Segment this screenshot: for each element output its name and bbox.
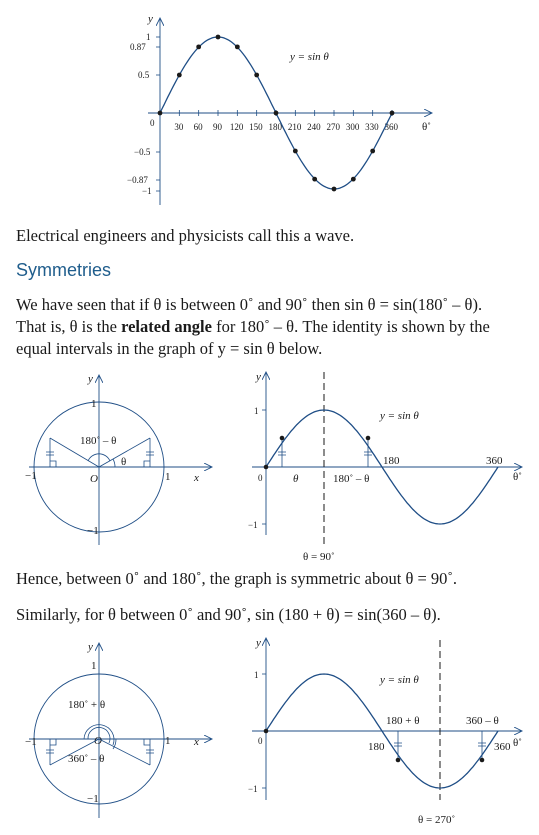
one-label: 1	[254, 406, 259, 416]
axis-end-label: θ˚	[513, 471, 522, 483]
one-x-label: 1	[165, 735, 171, 747]
data-point	[235, 44, 240, 49]
x-tick-label: 240	[307, 122, 321, 132]
x-tick-label: 360	[384, 122, 398, 132]
data-point	[293, 149, 298, 154]
symmetric-graph-270	[248, 637, 522, 826]
y-tick-label: 0.5	[138, 70, 150, 80]
x-tick-label: 210	[287, 122, 302, 132]
origin-label: O	[94, 735, 102, 747]
angle-label-2: 360˚ – θ	[68, 753, 105, 765]
x-label: x	[194, 736, 199, 748]
x-label: x	[194, 472, 199, 484]
y-tick-label: −0.5	[134, 147, 151, 157]
neg-one-label: −1	[248, 784, 258, 794]
tick-180: 180	[368, 741, 385, 753]
unit-circle-1	[25, 373, 212, 545]
symmetric-graph-90	[248, 371, 522, 563]
paragraph-line: We have seen that if θ is between 0˚ and 90˚ then sin θ = sin(180˚ – θ).	[16, 295, 483, 314]
tick-360: 360	[494, 741, 511, 753]
x-tick-label: 180	[268, 122, 282, 132]
x-tick-label: 120	[229, 122, 244, 132]
y-label: y	[256, 637, 261, 649]
data-point	[177, 73, 182, 78]
x-axis-label: θ˚	[422, 121, 431, 133]
paragraph-line	[16, 316, 490, 338]
similarly-paragraph: Similarly, for θ between 0˚ and 90˚, sin (180 + θ) = sin(360 – θ).	[16, 605, 441, 624]
data-point	[332, 187, 337, 192]
neg-one-x-label: −1	[25, 736, 37, 748]
data-point	[196, 44, 201, 49]
section-heading: Symmetries	[16, 260, 112, 280]
one-label: 1	[91, 398, 97, 410]
symmetry-paragraph: Hence, between 0˚ and 180˚, the graph is symmetric about θ = 90˚.	[16, 569, 458, 588]
y-tick-label: 0	[150, 118, 155, 128]
y-label: y	[88, 373, 93, 385]
y-label: y	[88, 641, 93, 653]
symmetry-line-label: θ = 270˚	[418, 814, 456, 826]
y-ticks	[127, 32, 160, 196]
zero-label: 0	[258, 473, 263, 483]
x-tick-label: 300	[345, 122, 360, 132]
neg-one-label: −1	[87, 793, 99, 805]
symmetry-line-label: θ = 90˚	[303, 551, 335, 563]
x-tick-label: 90	[213, 122, 222, 132]
data-point	[370, 149, 375, 154]
text-span: That is, θ is the	[16, 317, 122, 336]
axis-end-label: θ˚	[513, 737, 522, 749]
data-point	[390, 111, 395, 116]
curve-equation: y = sin θ	[290, 51, 329, 63]
neg-one-label: −1	[248, 520, 258, 530]
y-tick-label: 1	[146, 32, 151, 42]
x-tick-label: 150	[249, 122, 263, 132]
data-point	[254, 73, 259, 78]
y-axis-label: y	[148, 13, 153, 25]
data-point	[312, 177, 317, 182]
main-sine-graph	[127, 13, 432, 205]
angle-label: 180˚ – θ	[80, 435, 117, 447]
tick-360: 360	[486, 455, 503, 467]
angle-label-2: 360 – θ	[466, 715, 499, 727]
paragraph-line: equal intervals in the graph of y = sin θ below.	[16, 339, 323, 358]
one-label: 1	[254, 670, 259, 680]
angle-label: 180˚ + θ	[68, 699, 106, 711]
data-point	[216, 35, 221, 40]
y-tick-label: −1	[142, 186, 152, 196]
y-tick-label: −0.87	[127, 175, 148, 185]
wave-paragraph: Electrical engineers and physicists call this a wave.	[16, 226, 355, 245]
text-span: for 180˚ – θ. The identity is shown by the	[211, 317, 490, 336]
curve-equation: y = sin θ	[380, 674, 419, 686]
neg-one-x-label: −1	[25, 470, 37, 482]
data-point	[158, 111, 163, 116]
y-label: y	[256, 371, 261, 383]
angle-theta: θ	[121, 456, 127, 468]
y-tick-label: 0.87	[130, 42, 146, 52]
x-tick-label: 30	[174, 122, 184, 132]
x-tick-label: 270	[326, 122, 340, 132]
curve-equation: y = sin θ	[380, 410, 419, 422]
one-x-label: 1	[165, 471, 171, 483]
bold-term: related angle	[121, 317, 212, 336]
theta-label: θ	[293, 473, 299, 485]
zero-label: 0	[258, 736, 263, 746]
related-angle-label: 180˚ – θ	[333, 473, 370, 485]
one-label: 1	[91, 660, 97, 672]
data-point	[274, 111, 279, 116]
origin-label: O	[90, 473, 98, 485]
angle-label: 180 + θ	[386, 715, 420, 727]
x-tick-label: 330	[365, 122, 379, 132]
unit-circle-2	[25, 641, 212, 818]
x-tick-label: 60	[193, 122, 203, 132]
neg-one-label: −1	[87, 525, 99, 537]
data-point	[351, 177, 356, 182]
tick-180: 180	[383, 455, 400, 467]
